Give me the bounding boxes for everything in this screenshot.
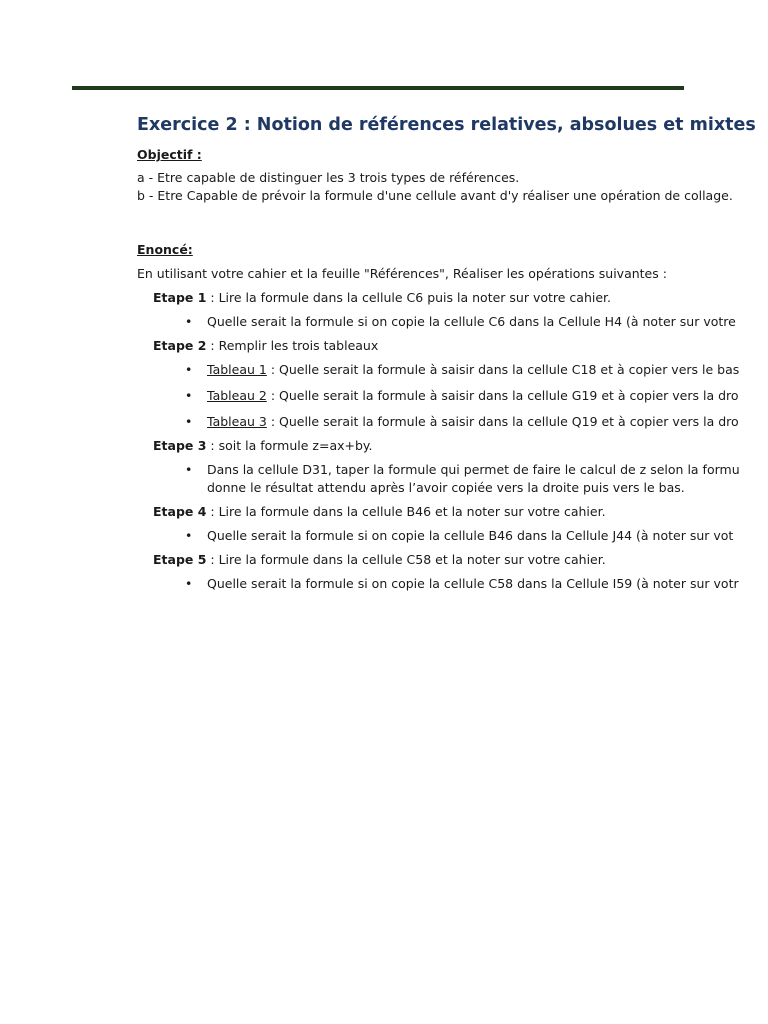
bullet-dot: • xyxy=(185,528,193,543)
step-1-bullet-1: • Quelle serait la formule si on copie la cellule C6 dans la Cellule H4 (à noter sur votre xyxy=(185,314,736,329)
top-rule xyxy=(72,86,684,90)
step-4-text: : Lire la formule dans la cellule B46 et la noter sur votre cahier. xyxy=(206,504,606,519)
step-3-label: Etape 3 xyxy=(153,438,207,453)
exercise-title: Exercice 2 : Notion de références relatives, absolues et mixtes xyxy=(137,115,756,135)
step-3 xyxy=(137,437,768,455)
objectif-heading: Objectif : xyxy=(137,147,202,162)
enonce-intro: En utilisant votre cahier et la feuille "Références", Réaliser les opérations suivantes : xyxy=(137,266,667,281)
step-2 xyxy=(137,337,768,355)
step-2-text: : Remplir les trois tableaux xyxy=(206,338,379,353)
tableau-1-label: Tableau 1 xyxy=(207,362,267,377)
objectif-line-a: a - Etre capable de distinguer les 3 trois types de références. xyxy=(137,170,520,185)
step-1-text: : Lire la formule dans la cellule C6 puis la noter sur votre cahier. xyxy=(206,290,612,305)
step-1-label: Etape 1 xyxy=(153,290,207,305)
step-5-label: Etape 5 xyxy=(153,552,207,567)
step-2-bullet-1: • Tableau 1 : Quelle serait la formule à saisir dans la cellule C18 et à copier vers le bas xyxy=(185,362,740,377)
objectif-line-b: b - Etre Capable de prévoir la formule d'une cellule avant d'y réaliser une opération de collage. xyxy=(137,188,733,203)
step-1 xyxy=(137,289,768,307)
step-5 xyxy=(137,551,768,569)
bullet-dot: • xyxy=(185,362,193,377)
bullet-dot: • xyxy=(185,462,193,477)
bullet-dot: • xyxy=(185,576,193,591)
tableau-2-label: Tableau 2 xyxy=(207,388,267,403)
step-5-text: : Lire la formule dans la cellule C58 et la noter sur votre cahier. xyxy=(206,552,606,567)
bullet-dot: • xyxy=(185,388,193,403)
step-4 xyxy=(137,503,768,521)
step-2-bullet-3: • Tableau 3 : Quelle serait la formule à saisir dans la cellule Q19 et à copier vers la dro xyxy=(185,414,739,429)
step-4-bullet-1: • Quelle serait la formule si on copie la cellule B46 dans la Cellule J44 (à noter sur vot xyxy=(185,528,734,543)
tableau-3-label: Tableau 3 xyxy=(207,414,267,429)
step-2-label: Etape 2 xyxy=(153,338,207,353)
document-body xyxy=(137,112,768,593)
bullet-dot: • xyxy=(185,414,193,429)
enonce-heading: Enoncé: xyxy=(137,242,193,257)
bullet-dot: • xyxy=(185,314,193,329)
step-3-bullet-1: • Dans la cellule D31, taper la formule qui permet de faire le calcul de z selon la formu xyxy=(185,462,740,477)
step-3-text: : soit la formule z=ax+by. xyxy=(206,438,373,453)
step-4-label: Etape 4 xyxy=(153,504,207,519)
step-3-bullet-1-cont: donne le résultat attendu après l’avoir copiée vers la droite puis vers le bas. xyxy=(207,480,685,495)
step-5-bullet-1: • Quelle serait la formule si on copie la cellule C58 dans la Cellule I59 (à noter sur votr xyxy=(185,576,739,591)
step-2-bullet-2: • Tableau 2 : Quelle serait la formule à saisir dans la cellule G19 et à copier vers la dro xyxy=(185,388,739,403)
